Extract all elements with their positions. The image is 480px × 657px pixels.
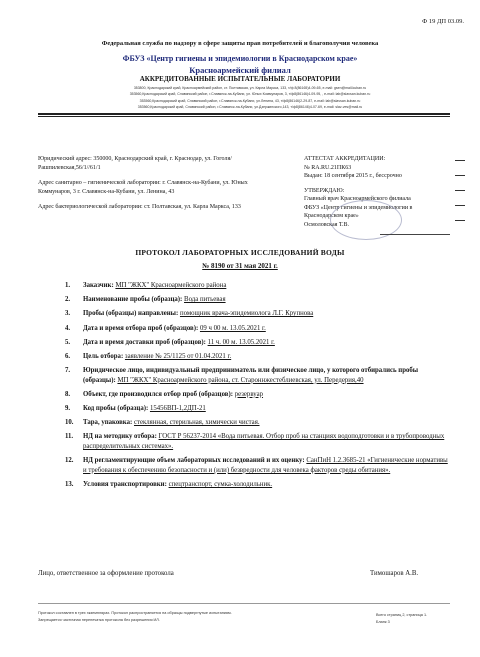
item-label: Тара, упаковка: — [83, 419, 133, 427]
item-label: Условия транспортировки: — [83, 481, 167, 489]
accreditation-title: АТТЕСТАТ АККРЕДИТАЦИИ: — [304, 156, 386, 162]
form-code: Ф 19 ДП 03.09. — [422, 18, 464, 25]
list-item — [65, 352, 450, 362]
item-label: Пробы (образцы) направлены: — [83, 310, 179, 318]
list-item — [65, 338, 450, 348]
list-item — [65, 390, 450, 400]
header-divider-thin — [38, 116, 450, 117]
agency-name: Федеральная служба по надзору в сфере защиты прав потребителей и благополучия человека — [101, 40, 379, 47]
lab-addresses — [38, 155, 253, 219]
item-number: 7. — [65, 367, 71, 375]
footer-divider — [38, 603, 450, 604]
list-item — [65, 432, 450, 451]
organization-name: ФБУЗ «Центр гигиены и эпидемиологии в Краснодарском крае» — [122, 54, 358, 63]
responsible-name: Тимошаров А.В. — [370, 570, 419, 577]
lab-title: АККРЕДИТОВАННЫЕ ИСПЫТАТЕЛЬНЫЕ ЛАБОРАТОРИИ — [139, 75, 341, 83]
list-item — [65, 480, 450, 490]
address-line: 353560,Краснодарский край, Славянский район, г.Славянск-на-Кубани, ул. Юных Коммунаров, 3, т/ф8(86146)4-09-95, , e-mail: lab@slavsan.kuban.ru — [129, 92, 371, 97]
item-value: 09 ч 00 м. 13.05.2021 г. — [199, 324, 266, 332]
header-divider — [38, 113, 450, 115]
item-label: Дата и время отбора проб (образцов): — [83, 324, 199, 332]
item-value: спецтранспорт, сумка-холодильник. — [168, 481, 273, 489]
address-line: 353560,Краснодарский край, Славянский район, г.Славянск-на-Кубани, ул.Ленина, 43, т/ф8(86146)2-29-87, e-mail: lab@slavsan.kuban.ru — [139, 98, 361, 103]
item-label: НД регламентирующие объем лабораторных исследований и их оценку: — [83, 457, 305, 465]
item-number: 10. — [65, 419, 74, 427]
list-item — [65, 456, 450, 475]
item-value: помощник врача-эпидемиолога Л.Г. Крупнова — [179, 310, 314, 318]
signature-line — [380, 234, 450, 235]
item-label: Объект, где производился отбор проб (образцов): — [83, 390, 234, 398]
item-label: Заказчик: — [83, 282, 114, 289]
item-label: НД на методику отбора: — [83, 433, 157, 441]
footer-note: Протокол составлен в трех экземплярах. Протокол распространяется на образцы подвергнутые испытаниям. — [38, 611, 232, 615]
item-value: Вода питьевая — [184, 296, 226, 304]
item-value: МП "ЖКХ" Красноармейского района — [115, 282, 227, 289]
list-item — [65, 324, 450, 334]
list-item — [65, 404, 450, 414]
protocol-items — [65, 281, 450, 494]
approval-line: Главный врач Красноармейского филиала — [304, 196, 411, 202]
item-value: стеклянная, стерильная, химически чистая. — [133, 419, 260, 427]
page-count: Всего страниц 2, страница 1. — [376, 613, 428, 617]
item-number: 6. — [65, 352, 71, 360]
item-number: 4. — [65, 324, 71, 332]
protocol-number-text: № 8190 от 31 мая 2021 г. — [202, 262, 278, 270]
contact-addresses — [40, 85, 460, 111]
protocol-number — [0, 262, 480, 270]
protocol-title: ПРОТОКОЛ ЛАБОРАТОРНЫХ ИССЛЕДОВАНИЙ ВОДЫ — [135, 248, 345, 257]
item-value: МП "ЖКХ" Красноармейского района, ст. Староннжестеблиевская, ул. Передерия,40 — [117, 376, 364, 384]
item-number: 1. — [65, 282, 71, 289]
item-number: 9. — [65, 405, 71, 413]
item-label: Наименование пробы (образца): — [83, 296, 183, 304]
list-item — [65, 281, 450, 291]
item-value: заявление № 25/1125 от 01.04.2021 г. — [124, 352, 232, 360]
item-number: 3. — [65, 310, 71, 318]
item-label: Цель отбора: — [83, 352, 124, 360]
responsible-label: Лицо, ответственное за оформление протокола — [38, 570, 174, 577]
accreditation-number: № RA.RU.21ПК63 — [304, 164, 352, 171]
item-number: 13. — [65, 481, 74, 489]
list-item — [65, 418, 450, 428]
item-number: 8. — [65, 390, 71, 398]
bacterio-lab-address: Адрес бактериологической лаборатории: ст. Полтавская, ул. Карла Маркса, 133 — [38, 204, 241, 210]
sanitary-lab-address: Адрес санитарно – гигиенической лаборатории: г. Славянск-на-Кубани, ул. Юных Коммунаров, 3 г. Славянск-на-Кубани, ул. Ленина, 43 — [38, 180, 248, 195]
item-value: 11 ч. 00 м. 13.05.2021 г. — [207, 338, 275, 346]
approval-line: ФБУЗ «Центр гигиены и эпидемиологии в — [304, 204, 413, 211]
branch-name: Красноармейский филиал — [189, 65, 291, 75]
item-value: СанПиН 1.2.3685-21 «Гигиенические нормативы и требования к обеспечению безопасности и (или) безвредности для человека факторов среды обитания». — [83, 457, 448, 474]
form-blank: Бланк 3 — [376, 620, 390, 624]
item-label: Код пробы (образца): — [83, 405, 149, 413]
approval-title: УТВЕРЖДАЮ: — [304, 187, 345, 194]
item-value: 15456ВП-1,2ДП-21 — [149, 405, 206, 413]
accreditation-issued: Выдан: 18 сентября 2015 г., бессрочно — [304, 173, 402, 179]
item-label: Юридическое лицо, индивидуальный предприниматель или физическое лицо, у которого отбирались пробы (образцы): — [83, 367, 419, 384]
approver-name: Осмоловская Т.В. — [304, 221, 349, 228]
address-line: 353560,Краснодарский край, Славянский район, г.Славянск-на-Кубани, ул.Дзержинского,143, т/ф8(86146)4-07-69, e-mail: slav-ves@mail.ru — [137, 105, 363, 110]
item-number: 5. — [65, 338, 71, 346]
item-number: 11. — [65, 433, 74, 441]
item-value: резервуар — [234, 390, 264, 398]
list-item — [65, 309, 450, 319]
item-label: Дата и время доставки проб (образцов): — [83, 338, 206, 346]
approval-line: Краснодарском крае» — [304, 213, 359, 219]
item-number: 2. — [65, 296, 71, 304]
page-info — [376, 612, 427, 626]
legal-address: Юридический адрес: 350000, Краснодарский край, г. Краснодар, ул. Гоголя/Рашпилевская,56/1//61/1 — [38, 156, 232, 171]
address-line: 353800, Краснодарский край, Красноармейский район, ст. Полтавская, ул. Карла Маркса, 133, т/ф 8(86165)4-09-65, e-mail: gsen@mail.kuban.ru — [133, 86, 367, 90]
footer-notes — [38, 610, 318, 624]
footer-note: Запрещается частичная перепечатка протокола без разрешения ИЛ. — [38, 618, 160, 622]
item-number: 12. — [65, 457, 74, 465]
list-item — [65, 366, 450, 385]
list-item — [65, 295, 450, 305]
item-value: ГОСТ Р 56237-2014 «Вода питьевая. Отбор проб на станциях водоподготовки и в трубопроводных распределительных системах». — [83, 433, 445, 451]
